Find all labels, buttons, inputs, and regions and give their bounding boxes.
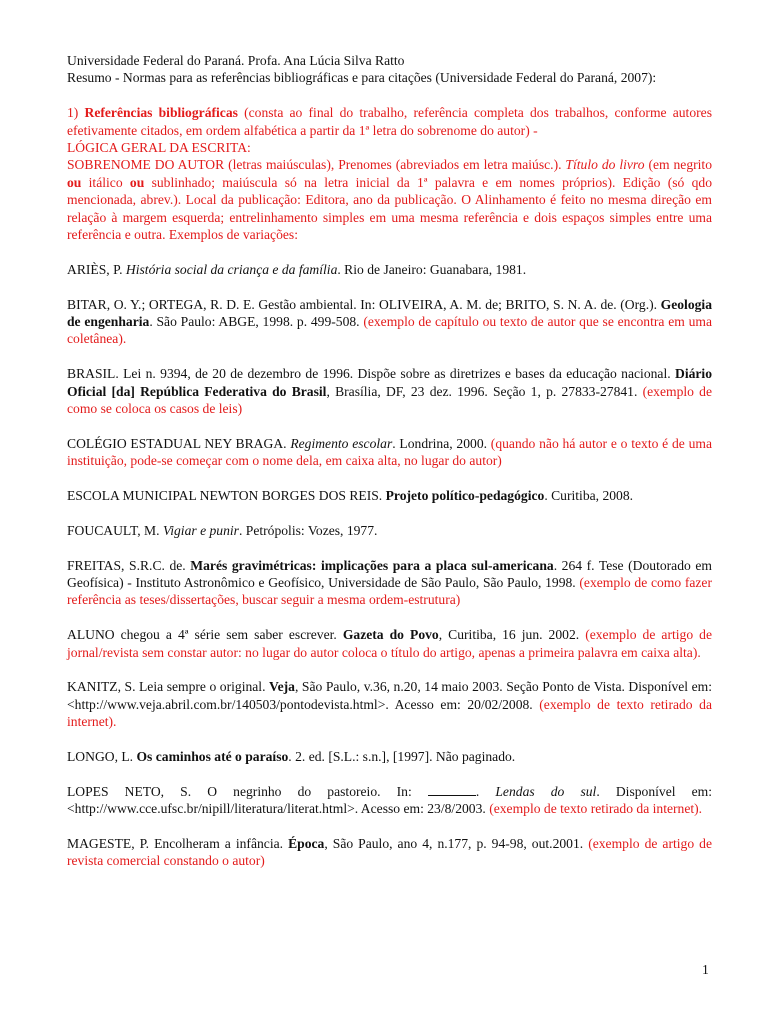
reference-lopes: LOPES NETO, S. O negrinho do pastoreio. In: . Lendas do sul. Disponível em: <http://www.cce.ufsc.br/nipill/literatura/literat.html>. Acesso em: 23/8/2003. (exemplo de texto retirado da internet). (67, 783, 713, 817)
reference-colegio: COLÉGIO ESTADUAL NEY BRAGA. Regimento escolar. Londrina, 2000. (quando não há autor e o texto é de uma instituição, pode-se começar com o nome dela, em caixa alta, no lugar do autor) (67, 435, 712, 469)
reference-note: (exemplo de artigo de revista comercial constando o autor) (67, 836, 712, 869)
reference-note: (exemplo de como se coloca os casos de leis) (67, 383, 712, 417)
reference-title: Os caminhos até o paraíso (136, 749, 289, 765)
header-line-summary: Resumo - Normas para as referências bibliográficas e para citações (Universidade Federal do Paraná, 2007): (67, 70, 657, 86)
reference-freitas: FREITAS, S.R.C. de. Marés gravimétricas: implicações para a placa sul-americana. 264 f. Tese (Doutorado em Geofísica) - Instituto Astronômico e Geofísico, Universidade de São Paulo, São Paulo, 1998. (exemplo de como fazer referência as teses/dissertações, buscar seguir a mesma ordem-estrutura) (67, 557, 712, 608)
reference-title: Projeto político-pedagógico (385, 488, 545, 504)
page-number: 1 (702, 962, 709, 977)
reference-bitar: BITAR, O. Y.; ORTEGA, R. D. E. Gestão ambiental. In: OLIVEIRA, A. M. de; BRITO, S. N. A. de. (Org.). Geologia de engenharia. São Paulo: ABGE, 1998. p. 499-508. (exemplo de capítulo ou texto de autor que se encontra em uma coletânea). (67, 296, 712, 347)
reference-title: Época (288, 836, 325, 852)
document-body (67, 52, 712, 870)
section-title: Referências bibliográficas (84, 105, 238, 121)
section-description: (consta ao final do trabalho, referência completa dos trabalhos, conforme autores efetivamente citados, em ordem alfabética a partir da 1ª letra do sobrenome do autor) - (67, 105, 712, 138)
reference-mageste: MAGESTE, P. Encolheram a infância. Época, São Paulo, ano 4, n.177, p. 94-98, out.2001. (exemplo de artigo de revista comercial constando o autor) (67, 836, 712, 869)
reference-title: Regimento escolar (290, 435, 393, 451)
reference-note: (exemplo de artigo de jornal/revista sem constar autor: no lugar do autor coloca o título do artigo, apenas a primeira palavra em caixa alta). (67, 627, 712, 660)
reference-longo: LONGO, L. Os caminhos até o paraíso. 2. ed. [S.L.: s.n.], [1997]. Não paginado. (67, 749, 516, 765)
logic-description: SOBRENOME DO AUTOR (letras maiúsculas), Prenomes (abreviados em letra maiúsc.). Título do livro (em negrito ou itálico ou sublinhado; maiúscula só na letra inicial da 1ª palavra e em nomes próprios). Edição (só qdo mencionada, abrev.). Local da publicação: Editora, ano da publicação. O Alinhamento é feito no mesma direção em relação à margem esquerda; entrelinhamento simples em uma mesma referência e dois espaços simples entre uma referência e outra. Exemplos de variações: (67, 157, 712, 243)
reference-brasil: BRASIL. Lei n. 9394, de 20 de dezembro de 1996. Dispõe sobre as diretrizes e bases da educação nacional. Diário Oficial [da] República Federativa do Brasil, Brasília, DF, 23 dez. 1996. Seção 1, p. 27833-27841. (exemplo de como se coloca os casos de leis) (67, 366, 712, 417)
reference-note: (exemplo de como fazer referência as teses/dissertações, buscar seguir a mesma ordem-estrutura) (67, 575, 712, 608)
reference-title: História social da criança e da família (125, 261, 338, 277)
reference-title: Marés gravimétricas: implicações para a placa sul-americana (190, 557, 554, 573)
reference-title: Lendas do sul (495, 783, 597, 799)
reference-note: (exemplo de capítulo ou texto de autor que se encontra em uma coletânea). (67, 314, 712, 347)
reference-note: (quando não há autor e o texto é de uma instituição, pode-se começar com o nome dela, em caixa alta, no lugar do autor) (67, 435, 712, 469)
reference-note: (exemplo de texto retirado da internet). (67, 696, 712, 730)
logic-heading: LÓGICA GERAL DA ESCRITA: (67, 140, 251, 156)
reference-aluno: ALUNO chegou a 4ª série sem saber escrever. Gazeta do Povo, Curitiba, 16 jun. 2002. (exemplo de artigo de jornal/revista sem constar autor: no lugar do autor coloca o título do artigo, apenas a primeira palavra em caixa alta). (67, 627, 712, 660)
reference-foucault: FOUCAULT, M. Vigiar e punir. Petrópolis: Vozes, 1977. (67, 522, 378, 538)
reference-escola: ESCOLA MUNICIPAL NEWTON BORGES DOS REIS. Projeto político-pedagógico. Curitiba, 2008. (67, 488, 634, 504)
reference-kanitz: KANITZ, S. Leia sempre o original. Veja, São Paulo, v.36, n.20, 14 maio 2003. Seção Ponto de Vista. Disponível em: <http://www.veja.abril.com.br/140503/pontodevista.html>. Acesso em: 20/02/2008. (exemplo de texto retirado da internet). (67, 679, 712, 730)
reference-title: Geologia de engenharia (67, 296, 712, 330)
header-line-institution: Universidade Federal do Paraná. Profa. Ana Lúcia Silva Ratto (67, 53, 405, 68)
reference-title: Vigiar e punir (162, 522, 239, 538)
reference-note: (exemplo de texto retirado da internet). (489, 801, 703, 817)
author-blank-line (428, 784, 476, 796)
reference-aries: ARIÈS, P. História social da criança e da família. Rio de Janeiro: Guanabara, 1981. (67, 261, 527, 277)
reference-title: Veja (269, 679, 295, 695)
reference-title: Gazeta do Povo (342, 627, 439, 643)
section-intro (67, 104, 712, 139)
section-number: 1) (67, 105, 85, 121)
reference-title: Diário Oficial [da] República Federativa do Brasil (67, 366, 712, 399)
